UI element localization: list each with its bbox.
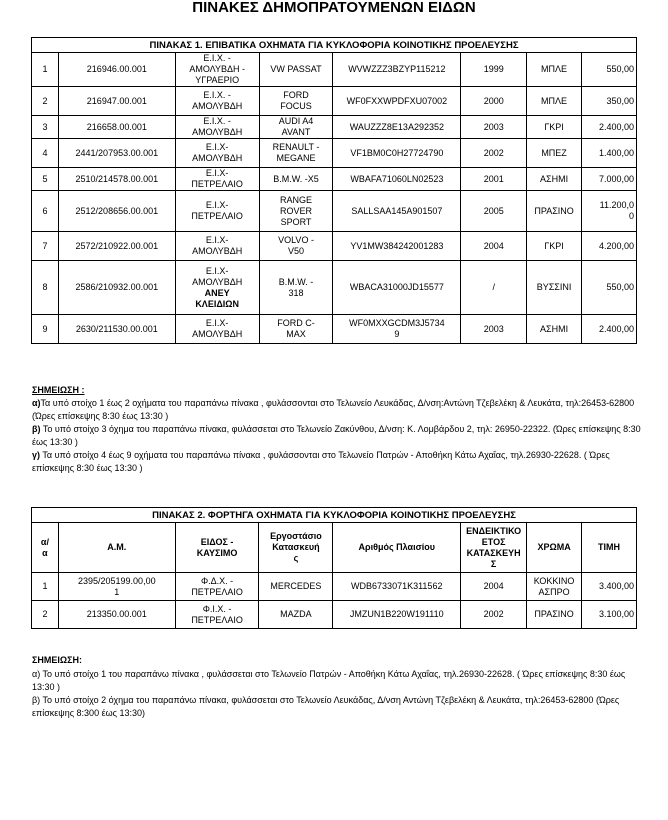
chassis-number [333,315,461,344]
vehicle-model-line: AUDI A4 [278,116,314,126]
vehicle-model [259,53,333,87]
header-year [461,523,527,573]
vehicle-type-line: Φ.Δ.Χ. - [200,575,234,586]
color [527,261,582,315]
price-line: 550,00 [606,64,634,74]
registration-number: 2630/211530.00.001 [58,315,175,344]
chassis-number-line: SALLSAA145A901507 [351,205,443,216]
vehicle-type [175,261,259,315]
vehicle-type-line: ΑΜΟΛΥΒΔΗ [192,101,243,111]
registration-number: 2586/210932.00.001 [58,261,175,315]
notes2-b-text: Το υπό στοίχο 2 όχημα του παραπάνω πίνακα, φυλάσσεται στο Τελωνείο Λευκάδας, Δ/νση Αντώνη Τζεβελέκη & Λευκάτα, τηλ:26453-62800 (Ώρες επίσκεψης 8:300 έως 13:30) [32,695,620,718]
vehicle-type [175,168,259,191]
header-vin-line: Αριθμός Πλαισίου [358,542,435,552]
color-line: ΜΠΛΕ [541,64,568,74]
notes-table1 [32,384,644,475]
vehicle-type-line: Ε.Ι.Χ- [205,318,229,328]
table-row [32,87,637,116]
row-number: 7 [32,232,59,261]
chassis-number-line: WAUZZZ8E13A292352 [349,121,444,132]
price-line: 3.100,00 [598,609,634,619]
color-line: ΑΣΗΜΙ [540,323,569,334]
price [582,573,637,601]
table2-caption: ΠΙΝΑΚΑΣ 2. ΦΟΡΤΗΓΑ ΟΧΗΜΑΤΑ ΓΙΑ ΚΥΚΛΟΦΟΡΙΑ ΚΟΙΝΟΤΙΚΗΣ ΠΡΟΕΛΕΥΣΗΣ [32,508,637,523]
header-no-line: α/ [40,536,49,547]
price-line: 350,00 [606,95,634,106]
color-line: ΜΠΛΕ [541,95,568,106]
row-number: 2 [32,601,59,629]
chassis-number-line: YV1MW384242001283 [350,240,444,251]
header-color [527,523,582,573]
table-row [32,168,637,191]
vehicle-type [175,139,259,168]
price-line: 4.200,00 [598,240,634,251]
chassis-number [333,601,461,629]
registration-number [58,601,175,629]
vehicle-model-line: VOLVO - [278,235,314,245]
vehicle-model-line: SPORT [280,216,312,227]
color [527,116,582,139]
year: 2005 [461,191,527,232]
vehicle-model-line: FORD C- [277,318,315,328]
chassis-number [333,191,461,232]
vehicle-type-note: ΚΛΕΙΔΙΩΝ [195,298,240,309]
year: / [461,261,527,315]
color [527,601,582,629]
header-year-line: ΚΑΤΑΣΚΕΥΗ [466,547,521,558]
vehicle-type [175,601,259,629]
color-line: ΓΚΡΙ [544,240,564,251]
color-line: ΒΥΣΣΙΝΙ [536,282,572,292]
chassis-number [333,116,461,139]
vehicle-type-line: ΑΜΟΛΥΒΔΗ [192,329,243,339]
chassis-number [333,261,461,315]
table-row [32,116,637,139]
header-type-line: ΕΙΔΟΣ - [200,536,234,547]
vehicle-model [259,87,333,116]
vehicle-type [175,573,259,601]
manufacturer [259,601,333,629]
table-passenger-vehicles [31,37,637,344]
year: 2003 [461,116,527,139]
vehicle-model [259,261,333,315]
year: 2003 [461,315,527,344]
table-row [32,315,637,344]
row-number: 5 [32,168,59,191]
vehicle-model-line: RENAULT - [272,142,320,152]
color [527,232,582,261]
chassis-number-line: WVWZZZ3BZYP115212 [348,64,446,74]
price-line: 11.200,0 [599,200,634,210]
chassis-number-line: VF1BM0C0H27724790 [350,147,444,158]
vehicle-model-line: V50 [288,246,305,256]
row-number: 8 [32,261,59,315]
color-line: ΚΟΚΚΙΝΟ [533,575,575,586]
year: 2000 [461,87,527,116]
header-year-line: Σ [490,558,497,569]
notes1-b-text: Το υπό στοίχο 3 όχημα του παραπάνω πίνακα, φυλάσσεται στο Τελωνείο Ζακύνθου, Δ/νση: Κ. Λομβάρδου 2, τηλ: 26950-22322. (Ώρες επίσκεψης 8:30 έως 13:30 ) [32,424,641,447]
header-year-line: ΕΝΔΕΙΚΤΙΚΟ [466,525,522,536]
year: 1999 [461,53,527,87]
vehicle-type-line: Ε.Ι.Χ. - [203,90,231,100]
vehicle-model [259,232,333,261]
vehicle-model-line: RANGE [280,194,313,205]
price [582,168,637,191]
chassis-number-line: WBACA31000JD15577 [349,282,444,292]
row-number: 1 [32,573,59,601]
chassis-number [333,53,461,87]
vehicle-type-line: Ε.Ι.Χ- [205,235,229,245]
vehicle-model-line: B.M.W. - [278,276,314,287]
chassis-number-line: WF0MXXGCDM3J5734 [349,318,445,328]
registration-number: 2510/214578.00.001 [58,168,175,191]
vehicle-model-line: FORD [283,90,309,100]
chassis-number-line: WF0FXXWPDFXU07002 [346,95,448,106]
header-make [259,523,333,573]
color [527,315,582,344]
registration-number: 216658.00.001 [58,116,175,139]
notes2-a-label: α) [32,669,41,679]
registration-number [58,573,175,601]
vehicle-type-note: ΑΝΕΥ [204,287,230,298]
registration-number: 2572/210922.00.001 [58,232,175,261]
color-line: ΓΚΡΙ [544,121,564,132]
registration-number-line: 213350.00.001 [86,609,147,619]
vehicle-model-line: ROVER [280,205,313,216]
table-row [32,573,637,601]
vehicle-type [175,116,259,139]
vehicle-type-line: Ε.Ι.Χ- [205,265,229,276]
chassis-number [333,139,461,168]
vehicle-type-line: ΠΕΤΡΕΛΑΙΟ [191,586,243,597]
header-vin [333,523,461,573]
vehicle-model-line: FOCUS [280,101,312,111]
table2-header-row [32,523,637,573]
notes1-c-label: γ) [32,450,41,460]
color [527,168,582,191]
registration-number-line: 2395/205199.00,00 [78,575,156,586]
header-type [175,523,259,573]
color [527,139,582,168]
table-trucks [31,507,637,629]
page-title: ΠΙΝΑΚΕΣ ΔΗΜΟΠΡΑΤΟΥΜΕΝΩΝ ΕΙΔΩΝ [192,0,476,16]
header-no [32,523,59,573]
color [527,53,582,87]
chassis-number [333,573,461,601]
chassis-number-line: 9 [394,329,400,339]
color [527,87,582,116]
price-line: 1.400,00 [598,147,634,158]
table-row [32,232,637,261]
table1-body [32,53,637,344]
vehicle-type-line: Ε.Ι.Χ. - [203,53,231,63]
notes1-item-c [32,449,644,475]
registration-number: 216946.00.001 [58,53,175,87]
color-line: ΜΠΕΖ [541,147,567,158]
notes1-a-label: α) [32,398,41,408]
vehicle-type-line: ΠΕΤΡΕΛΑΙΟ [191,211,243,221]
price [582,261,637,315]
color-line: ΑΣΠΡΟ [538,586,570,597]
table-row [32,53,637,87]
vehicle-type-line: ΠΕΤΡΕΛΑΙΟ [191,614,243,625]
price [582,139,637,168]
price-line: 3.400,00 [598,581,634,591]
price-line: 2.400,00 [598,323,634,334]
notes1-b-label: β) [32,424,41,434]
vehicle-model-line: 318 [288,287,304,298]
notes2-heading: ΣΗΜΕΙΩΣΗ: [32,655,83,665]
year: 2004 [461,232,527,261]
year: 2002 [461,601,527,629]
registration-number: 2441/207953.00.001 [58,139,175,168]
header-make-line: ς [293,553,299,563]
vehicle-type-line: Ε.Ι.Χ- [205,168,229,178]
price-line: 550,00 [606,282,634,292]
price [582,232,637,261]
vehicle-type-line: Ε.Ι.Χ- [205,142,229,152]
year: 2001 [461,168,527,191]
notes-table2 [32,654,644,720]
vehicle-type-line: ΑΜΟΛΥΒΔΗ - [189,64,246,74]
chassis-number-line: WDB6733071K311562 [351,581,443,591]
price [582,87,637,116]
vehicle-model-line: VW PASSAT [270,64,322,74]
table-row [32,261,637,315]
notes1-a-text: Τα υπό στοίχο 1 έως 2 οχήματα του παραπάνω πίνακα , φυλάσσονται στο Τελωνείο Λευκάδας, Δ/νση:Αντώνη Τζεβελέκη & Λευκάτα, τηλ:26453-62800 (Ώρες επίσκεψης 8:30 έως 13:30 ) [32,398,635,421]
registration-number: 2512/208656.00.001 [58,191,175,232]
header-make-line: Εργοστάσιο [270,531,322,541]
manufacturer [259,573,333,601]
vehicle-type-line: Ε.Ι.Χ. - [203,116,231,126]
year: 2002 [461,139,527,168]
vehicle-type-line: ΑΜΟΛΥΒΔΗ [192,153,243,163]
registration-number: 216947.00.001 [58,87,175,116]
header-no-line: α [42,547,48,558]
table-row [32,601,637,629]
manufacturer-line: MERCEDES [270,581,322,591]
row-number: 3 [32,116,59,139]
vehicle-type [175,191,259,232]
color-line: ΠΡΑΣΙΝΟ [534,609,574,619]
price [582,601,637,629]
price-line: 2.400,00 [598,121,634,132]
header-color-line: ΧΡΩΜΑ [537,542,571,552]
row-number: 6 [32,191,59,232]
notes1-c-text: Τα υπό στοίχο 4 έως 9 οχήματα του παραπάνω πίνακα , φυλάσσονται στο Τελωνείο Πατρών - Αποθήκη Κάτω Αχαΐας, τηλ.26930-22628. ( Ώρες επίσκεψης 8:30 έως 13:30 ) [32,450,610,473]
header-price-line: ΤΙΜΗ [598,542,621,552]
vehicle-model-line: MEGANE [276,153,316,163]
notes2-item-a [32,668,644,694]
notes1-heading: ΣΗΜΕΙΩΣΗ : [32,385,85,395]
manufacturer-line: MAZDA [280,609,312,619]
vehicle-type-line: ΑΜΟΛΥΒΔΗ [192,127,243,137]
vehicle-type-line: Φ.Ι.Χ. - [202,603,232,614]
chassis-number-line: JMZUN1B220W191110 [349,609,444,619]
chassis-number [333,87,461,116]
price [582,315,637,344]
table-row [32,191,637,232]
vehicle-type [175,232,259,261]
notes2-b-label: β) [32,695,41,705]
vehicle-model [259,168,333,191]
header-type-line: ΚΑΥΣΙΜΟ [196,547,238,558]
notes2-item-b [32,694,644,720]
vehicle-type [175,53,259,87]
vehicle-type [175,87,259,116]
vehicle-model-line: MAX [286,329,306,339]
notes2-a-text: Το υπό στοίχο 1 του παραπάνω πίνακα , φυλάσσεται στο Τελωνείο Πατρών - Αποθήκη Κάτω Αχαΐας, τηλ.26930-22628. ( Ώρες επίσκεψης 8:30 έως 13:30 ) [32,669,626,692]
header-make-line: Κατασκευή [272,542,320,552]
vehicle-type-line: Ε.Ι.Χ- [205,200,229,210]
table-row [32,139,637,168]
color [527,191,582,232]
table1-caption: ΠΙΝΑΚΑΣ 1. ΕΠΙΒΑΤΙΚΑ ΟΧΗΜΑΤΑ ΓΙΑ ΚΥΚΛΟΦΟΡΙΑ ΚΟΙΝΟΤΙΚΗΣ ΠΡΟΕΛΕΥΣΗΣ [32,38,637,53]
vehicle-model-line: AVANT [281,127,311,137]
vehicle-model-line: B.M.W. -X5 [273,173,319,184]
color-line: ΠΡΑΣΙΝΟ [534,205,574,216]
chassis-number-line: WBAFA71060LN02523 [350,173,444,184]
chassis-number [333,168,461,191]
vehicle-model [259,191,333,232]
price-line: 0 [628,211,634,221]
table2-body [32,573,637,629]
price [582,116,637,139]
registration-number-line: 1 [114,586,120,597]
price [582,53,637,87]
notes1-item-b [32,423,644,449]
vehicle-type-line: ΑΜΟΛΥΒΔΗ [192,276,243,287]
row-number: 9 [32,315,59,344]
row-number: 4 [32,139,59,168]
header-am [58,523,175,573]
vehicle-type-line: ΠΕΤΡΕΛΑΙΟ [191,179,243,189]
vehicle-type-line: ΥΓΡΑΕΡΙΟ [195,75,240,85]
color [527,573,582,601]
row-number: 1 [32,53,59,87]
price-line: 7.000,00 [598,173,634,184]
header-price [582,523,637,573]
vehicle-model [259,139,333,168]
header-year-line: ΕΤΟΣ [481,536,506,547]
header-am-line: Α.Μ. [107,542,127,552]
notes1-item-a [32,397,644,423]
vehicle-type [175,315,259,344]
vehicle-model [259,116,333,139]
price [582,191,637,232]
vehicle-type-line: ΑΜΟΛΥΒΔΗ [192,246,243,256]
color-line: ΑΣΗΜΙ [540,173,569,184]
vehicle-model [259,315,333,344]
row-number: 2 [32,87,59,116]
chassis-number [333,232,461,261]
year: 2004 [461,573,527,601]
